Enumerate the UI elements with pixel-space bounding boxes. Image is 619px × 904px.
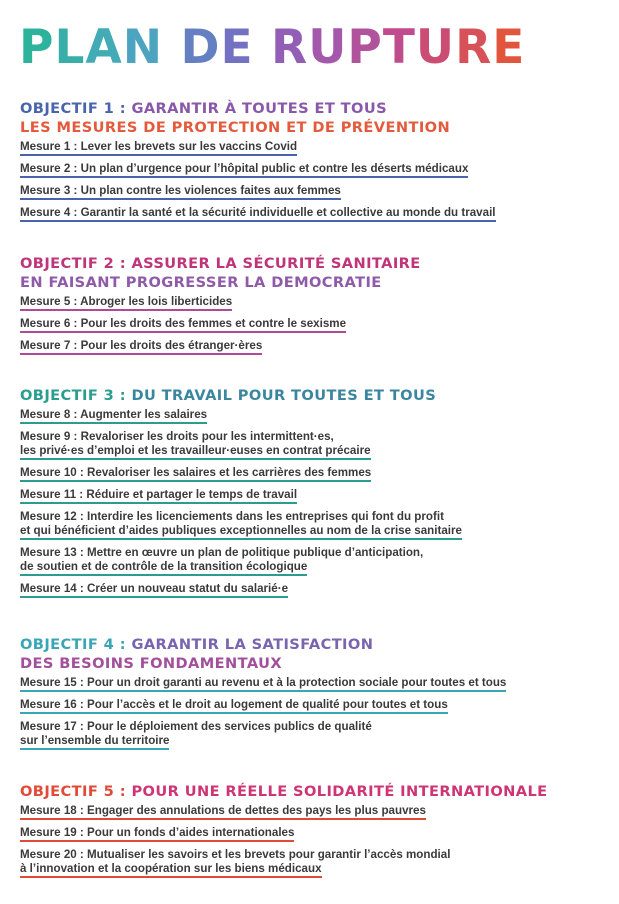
title-letter: P bbox=[347, 20, 383, 75]
measure-line bbox=[20, 676, 506, 692]
measure-link[interactable] bbox=[20, 804, 548, 820]
measure-line bbox=[20, 317, 346, 333]
measure-line bbox=[20, 862, 322, 878]
measure-link[interactable] bbox=[20, 466, 462, 482]
objective-title bbox=[20, 782, 548, 801]
measures-list bbox=[20, 140, 496, 222]
measure-line bbox=[20, 339, 262, 355]
measure-line bbox=[20, 524, 462, 540]
measure-line bbox=[20, 295, 232, 311]
measure-link[interactable] bbox=[20, 430, 462, 460]
measure-line bbox=[20, 734, 169, 750]
measure-line bbox=[20, 720, 372, 734]
title-letter: L bbox=[54, 20, 86, 75]
measure-text: Mesure 14 : Créer un nouveau statut du salarié·e bbox=[20, 582, 289, 595]
objective-section bbox=[20, 635, 506, 756]
title-letter: R bbox=[455, 20, 493, 75]
measures-list bbox=[20, 804, 548, 878]
measure-link[interactable] bbox=[20, 408, 462, 424]
measure-line bbox=[20, 510, 444, 524]
objective-heading: DU TRAVAIL POUR TOUTES ET TOUS bbox=[131, 387, 437, 404]
objective-title-line bbox=[20, 254, 421, 273]
objective-section bbox=[20, 99, 496, 228]
objective-heading: GARANTIR LA SATISFACTION bbox=[131, 636, 374, 653]
measure-text: Mesure 19 : Pour un fonds d’aides internationales bbox=[20, 826, 295, 839]
document-page bbox=[19, 20, 610, 875]
measure-link[interactable] bbox=[20, 140, 496, 156]
title-letter: U bbox=[308, 20, 348, 75]
measure-text: Mesure 15 : Pour un droit garanti au revenu et à la protection sociale pour toutes et tous bbox=[20, 676, 507, 689]
measure-line bbox=[20, 546, 423, 560]
title-letter: E bbox=[492, 20, 526, 75]
measure-text: de soutien et de contrôle de la transition écologique bbox=[20, 560, 308, 573]
objective-title bbox=[20, 635, 506, 673]
measure-link[interactable] bbox=[20, 698, 506, 714]
measure-text: Mesure 7 : Pour les droits des étranger·ères bbox=[20, 339, 263, 352]
objective-heading: DES BESOINS FONDAMENTAUX bbox=[20, 655, 282, 672]
objective-section bbox=[20, 386, 462, 604]
title-letter: N bbox=[122, 20, 164, 75]
title-letter: R bbox=[271, 20, 309, 75]
measure-line bbox=[20, 206, 496, 222]
title-letter: U bbox=[415, 20, 456, 75]
objective-title-line bbox=[20, 99, 496, 118]
measures-list bbox=[20, 295, 421, 355]
objective-heading: GARANTIR À TOUTES ET TOUS bbox=[131, 100, 387, 117]
measure-link[interactable] bbox=[20, 510, 462, 540]
objective-number: OBJECTIF 5 : bbox=[20, 783, 132, 800]
title-letter bbox=[254, 20, 271, 75]
measure-link[interactable] bbox=[20, 317, 421, 333]
measure-link[interactable] bbox=[20, 295, 421, 311]
objective-title-line bbox=[20, 635, 506, 654]
measure-text: Mesure 5 : Abroger les lois liberticides bbox=[20, 295, 233, 308]
measure-line bbox=[20, 560, 307, 576]
measure-line bbox=[20, 488, 297, 504]
measure-line bbox=[20, 184, 341, 200]
objective-number: OBJECTIF 3 : bbox=[20, 387, 132, 404]
measure-line bbox=[20, 162, 468, 178]
measure-link[interactable] bbox=[20, 848, 548, 878]
objective-number: OBJECTIF 2 : bbox=[20, 255, 132, 272]
measures-list bbox=[20, 676, 506, 750]
title-letter: P bbox=[19, 20, 55, 75]
objective-heading: POUR UNE RÉELLE SOLIDARITÉ INTERNATIONALE bbox=[131, 783, 548, 800]
measure-line bbox=[20, 444, 371, 460]
title-letter bbox=[163, 20, 180, 75]
objective-number: OBJECTIF 4 : bbox=[20, 636, 132, 653]
measure-text: les privé·es d’emploi et les travailleur·euses en contrat précaire bbox=[20, 444, 371, 457]
measure-link[interactable] bbox=[20, 582, 462, 598]
measure-line bbox=[20, 408, 207, 424]
measure-link[interactable] bbox=[20, 546, 462, 576]
measure-text: Mesure 1 : Lever les brevets sur les vaccins Covid bbox=[20, 140, 298, 153]
title-letter: E bbox=[220, 20, 254, 75]
objective-title bbox=[20, 254, 421, 292]
measure-link[interactable] bbox=[20, 184, 496, 200]
objective-number: OBJECTIF 1 : bbox=[20, 100, 132, 117]
measure-link[interactable] bbox=[20, 720, 506, 750]
measure-text: Mesure 12 : Interdire les licenciements dans les entreprises qui font du profit bbox=[20, 510, 444, 523]
objective-title bbox=[20, 99, 496, 137]
measure-line bbox=[20, 804, 426, 820]
objective-heading: EN FAISANT PROGRESSER LA DEMOCRATIE bbox=[20, 274, 382, 291]
objective-title bbox=[20, 386, 462, 405]
measure-link[interactable] bbox=[20, 339, 421, 355]
measure-text: Mesure 17 : Pour le déploiement des services publics de qualité bbox=[20, 720, 372, 733]
objective-title-line bbox=[20, 273, 421, 292]
title-letter: T bbox=[382, 20, 416, 75]
measure-text: Mesure 3 : Un plan contre les violences faites aux femmes bbox=[20, 184, 341, 197]
objective-title-line bbox=[20, 118, 496, 137]
measure-text: et qui bénéficient d’aides publiques exceptionnelles au nom de la crise sanitaire bbox=[20, 524, 462, 537]
measure-text: Mesure 9 : Revaloriser les droits pour les intermittent·es, bbox=[20, 430, 334, 443]
title-letter: A bbox=[85, 20, 123, 75]
measure-text: Mesure 16 : Pour l’accès et le droit au logement de qualité pour toutes et tous bbox=[20, 698, 448, 711]
measure-text: Mesure 6 : Pour les droits des femmes et contre le sexisme bbox=[20, 317, 347, 330]
measure-text: Mesure 4 : Garantir la santé et la sécurité individuelle et collective au monde du travail bbox=[20, 206, 496, 219]
measure-line bbox=[20, 466, 371, 482]
measure-line bbox=[20, 430, 334, 444]
measure-text: Mesure 8 : Augmenter les salaires bbox=[20, 408, 208, 421]
measure-text: Mesure 18 : Engager des annulations de dettes des pays les plus pauvres bbox=[20, 804, 426, 817]
objective-heading: LES MESURES DE PROTECTION ET DE PRÉVENTION bbox=[20, 119, 451, 136]
title-letter: D bbox=[180, 20, 221, 75]
objective-title-line bbox=[20, 654, 506, 673]
measure-text: à l’innovation et la coopération sur les biens médicaux bbox=[20, 862, 322, 875]
measure-text: Mesure 11 : Réduire et partager le temps de travail bbox=[20, 488, 298, 501]
measure-text: Mesure 20 : Mutualiser les savoirs et les brevets pour garantir l’accès mondial bbox=[20, 848, 451, 861]
measure-link[interactable] bbox=[20, 162, 496, 178]
page-title bbox=[19, 22, 610, 74]
measures-list bbox=[20, 408, 462, 598]
measure-line bbox=[20, 848, 450, 862]
objective-section bbox=[20, 254, 421, 361]
measure-text: Mesure 10 : Revaloriser les salaires et les carrières des femmes bbox=[20, 466, 372, 479]
measure-line bbox=[20, 698, 448, 714]
objective-heading: ASSURER LA SÉCURITÉ SANITAIRE bbox=[131, 255, 421, 272]
measure-line bbox=[20, 826, 294, 842]
measure-link[interactable] bbox=[20, 206, 496, 222]
objective-section bbox=[20, 782, 548, 884]
measure-line bbox=[20, 582, 288, 598]
measure-link[interactable] bbox=[20, 826, 548, 842]
measure-link[interactable] bbox=[20, 676, 506, 692]
objective-title-line bbox=[20, 386, 462, 405]
measure-text: Mesure 13 : Mettre en œuvre un plan de politique publique d’anticipation, bbox=[20, 546, 424, 559]
measure-link[interactable] bbox=[20, 488, 462, 504]
objective-title-line bbox=[20, 782, 548, 801]
measure-text: sur l’ensemble du territoire bbox=[20, 734, 170, 747]
measure-text: Mesure 2 : Un plan d’urgence pour l’hôpital public et contre les déserts médicaux bbox=[20, 162, 469, 175]
measure-line bbox=[20, 140, 297, 156]
